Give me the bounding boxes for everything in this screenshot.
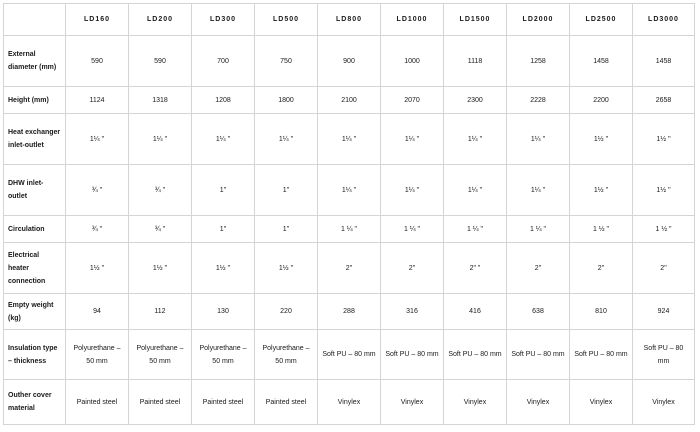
table-cell: 1¼ " [66, 114, 129, 165]
table-cell: 94 [66, 294, 129, 330]
table-cell: Soft PU – 80 mm [444, 330, 507, 380]
table-cell: Polyurethane – 50 mm [66, 330, 129, 380]
table-cell: Vinylex [570, 380, 633, 425]
table-row [4, 216, 695, 243]
row-label: DHW inlet-outlet [4, 165, 66, 216]
table-cell: Vinylex [381, 380, 444, 425]
spec-table-body [4, 36, 695, 425]
column-header: LD160 [66, 4, 129, 36]
table-cell: 1¼ " [318, 165, 381, 216]
table-cell: Soft PU – 80 mm [381, 330, 444, 380]
table-cell: 1000 [381, 36, 444, 87]
table-cell: 1" [192, 165, 255, 216]
table-cell: 130 [192, 294, 255, 330]
table-cell: 2" [570, 243, 633, 294]
table-cell: Vinylex [633, 380, 695, 425]
table-cell: 2100 [318, 87, 381, 114]
column-header: LD1000 [381, 4, 444, 36]
table-cell: 1208 [192, 87, 255, 114]
table-cell: 2200 [570, 87, 633, 114]
column-header: LD2000 [507, 4, 570, 36]
table-cell: 220 [255, 294, 318, 330]
table-cell: 638 [507, 294, 570, 330]
corner-cell [4, 4, 66, 36]
table-cell: 1¼ " [381, 165, 444, 216]
table-cell: 590 [66, 36, 129, 87]
table-cell: Polyurethane – 50 mm [192, 330, 255, 380]
table-cell: 316 [381, 294, 444, 330]
table-cell: 2" [633, 243, 695, 294]
table-cell: 1 ¼ " [381, 216, 444, 243]
spec-table-container [3, 3, 695, 425]
table-cell: 288 [318, 294, 381, 330]
table-cell: 112 [129, 294, 192, 330]
table-cell: 1½ " [255, 243, 318, 294]
spec-table [3, 3, 695, 425]
table-row [4, 87, 695, 114]
row-label: External diameter (mm) [4, 36, 66, 87]
table-cell: 1 ¼ " [507, 216, 570, 243]
table-cell: Vinylex [318, 380, 381, 425]
row-label: Heat exchanger inlet-outlet [4, 114, 66, 165]
table-cell: ¾ " [66, 216, 129, 243]
table-cell: 1124 [66, 87, 129, 114]
table-cell: 2" [507, 243, 570, 294]
table-cell: 1½ " [570, 165, 633, 216]
table-cell: 1 ¼ " [318, 216, 381, 243]
table-cell: 810 [570, 294, 633, 330]
table-cell: 1½ " [192, 243, 255, 294]
table-cell: 1¼ " [507, 114, 570, 165]
table-cell: 1¼ " [318, 114, 381, 165]
table-cell: 1¼ " [192, 114, 255, 165]
table-row [4, 114, 695, 165]
table-cell: Polyurethane – 50 mm [129, 330, 192, 380]
table-cell: Soft PU – 80 mm [633, 330, 695, 380]
table-row [4, 380, 695, 425]
table-cell: Vinylex [507, 380, 570, 425]
table-cell: 1¼ " [129, 114, 192, 165]
table-cell: 1118 [444, 36, 507, 87]
table-cell: ¾ " [66, 165, 129, 216]
row-label: Height (mm) [4, 87, 66, 114]
table-cell: 750 [255, 36, 318, 87]
table-cell: 1¼ " [444, 165, 507, 216]
table-row [4, 165, 695, 216]
row-label: Insulation type – thickness [4, 330, 66, 380]
table-cell: 1½ " [633, 165, 695, 216]
table-cell: 2" [381, 243, 444, 294]
table-cell: Painted steel [255, 380, 318, 425]
column-header: LD1500 [444, 4, 507, 36]
row-label: Empty weight (kg) [4, 294, 66, 330]
table-row [4, 294, 695, 330]
table-cell: Painted steel [192, 380, 255, 425]
table-cell: 2070 [381, 87, 444, 114]
table-cell: 1½ " [129, 243, 192, 294]
table-cell: 590 [129, 36, 192, 87]
table-cell: 1¼ " [381, 114, 444, 165]
table-cell: 1258 [507, 36, 570, 87]
column-header: LD300 [192, 4, 255, 36]
table-cell: 2300 [444, 87, 507, 114]
table-cell: 700 [192, 36, 255, 87]
table-row [4, 36, 695, 87]
table-cell: 1458 [570, 36, 633, 87]
table-cell: 1½ " [570, 114, 633, 165]
table-cell: Soft PU – 80 mm [318, 330, 381, 380]
row-label: Circulation [4, 216, 66, 243]
table-cell: 1 ½ " [633, 216, 695, 243]
table-cell: 924 [633, 294, 695, 330]
table-cell: 2" [318, 243, 381, 294]
table-cell: Painted steel [66, 380, 129, 425]
row-label: Outher cover material [4, 380, 66, 425]
table-cell: 900 [318, 36, 381, 87]
row-label: Electrical heater connection [4, 243, 66, 294]
table-cell: 1800 [255, 87, 318, 114]
table-cell: ¾ " [129, 216, 192, 243]
table-cell: 1 ½ " [570, 216, 633, 243]
table-row [4, 243, 695, 294]
table-cell: 1" [255, 216, 318, 243]
table-cell: 1 ¼ " [444, 216, 507, 243]
table-cell: 1318 [129, 87, 192, 114]
column-header: LD3000 [633, 4, 695, 36]
table-cell: Painted steel [129, 380, 192, 425]
table-cell: Polyurethane – 50 mm [255, 330, 318, 380]
column-header: LD2500 [570, 4, 633, 36]
table-cell: 1½ " [66, 243, 129, 294]
column-header: LD500 [255, 4, 318, 36]
table-cell: 1" [192, 216, 255, 243]
table-cell: 1¼ " [507, 165, 570, 216]
table-cell: Soft PU – 80 mm [507, 330, 570, 380]
table-cell: 1" [255, 165, 318, 216]
table-cell: 2" " [444, 243, 507, 294]
table-row [4, 330, 695, 380]
column-header: LD800 [318, 4, 381, 36]
table-cell: 1¼ " [444, 114, 507, 165]
table-cell: 1¼ " [255, 114, 318, 165]
table-cell: 1458 [633, 36, 695, 87]
table-cell: Soft PU – 80 mm [570, 330, 633, 380]
table-cell: ¾ " [129, 165, 192, 216]
table-cell: 416 [444, 294, 507, 330]
column-header: LD200 [129, 4, 192, 36]
table-cell: 2658 [633, 87, 695, 114]
header-row [4, 4, 695, 36]
table-cell: 2228 [507, 87, 570, 114]
table-cell: 1½ " [633, 114, 695, 165]
table-cell: Vinylex [444, 380, 507, 425]
